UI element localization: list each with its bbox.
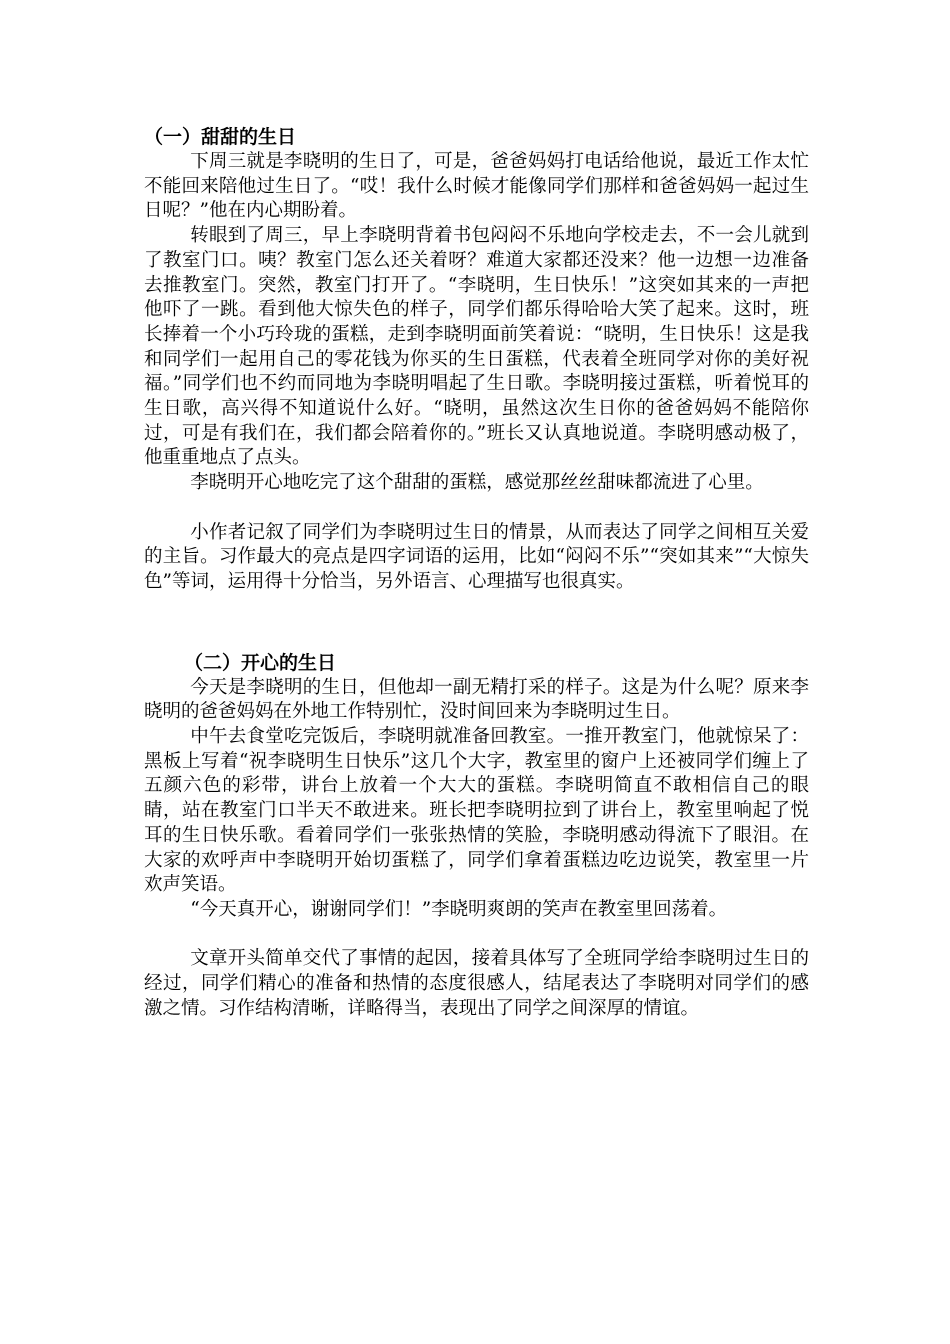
section-1-paragraph-3: 李晓明开心地吃完了这个甜甜的蛋糕，感觉那丝丝甜味都流进了心里。: [190, 472, 764, 494]
essay-section-2: [144, 651, 809, 1022]
essay-section-1: [144, 125, 809, 595]
document-body: [144, 125, 809, 1021]
section-2-comment: 文章开头简单交代了事情的起因，接着具体写了全班同学给李晓明过生日的经过，同学们精心的准备和热情的态度很感人，结尾表达了李晓明对同学们的感激之情。习作结构清晰，详略得当，表现出了同学之间深厚的情谊。: [144, 948, 809, 1019]
spacer: [144, 923, 809, 948]
section-2-paragraph-2: 中午去食堂吃完饭后，李晓明就准备回教室。一推开教室门，他就惊呆了：黑板上写着“祝李晓明生日快乐”这几个大字，教室里的窗户上还被同学们缠上了五颜六色的彩带，讲台上放着一个大大的蛋糕。李晓明简直不敢相信自己的眼睛，站在教室门口半天不敢进来。班长把李晓明拉到了讲台上，教室里响起了悦耳的生日快乐歌。看着同学们一张张热情的笑脸，李晓明感动得流下了眼泪。在大家的欢呼声中李晓明开始切蛋糕了，同学们拿着蛋糕边吃边说笑，教室里一片欢声笑语。: [144, 726, 809, 896]
section-2-paragraph-3: “今天真开心，谢谢同学们！”李晓明爽朗的笑声在教室里回荡着。: [190, 898, 728, 920]
section-2-paragraph-1: 今天是李晓明的生日，但他却一副无精打采的样子。这是为什么呢？原来李晓明的爸爸妈妈在外地工作特别忙，没时间回来为李晓明过生日。: [144, 676, 809, 723]
section-1-paragraph-2: 转眼到了周三，早上李晓明背着书包闷闷不乐地向学校走去，不一会儿就到了教室门口。咦？教室门怎么还关着呀？难道大家都还没来？他一边想一边准备去推教室门。突然，教室门打开了。“李晓明，生日快乐！”这突如其来的一声把他吓了一跳。看到他大惊失色的样子，同学们都乐得哈哈大笑了起来。这时，班长捧着一个小巧玲珑的蛋糕，走到李晓明面前笑着说：“晓明，生日快乐！这是我和同学们一起用自己的零花钱为你买的生日蛋糕，代表着全班同学对你的美好祝福。”同学们也不约而同地为李晓明唱起了生日歌。李晓明接过蛋糕，听着悦耳的生日歌，高兴得不知道说什么好。“晓明，虽然这次生日你的爸爸妈妈不能陪你过，可是有我们在，我们都会陪着你的。”班长又认真地说道。李晓明感动极了，他重重地点了点头。: [144, 225, 809, 469]
section-divider-space: [144, 595, 809, 651]
section-1-title: （一）甜甜的生日: [144, 126, 297, 148]
section-2-title: （二）开心的生日: [184, 651, 337, 674]
spacer: [144, 496, 809, 521]
section-1-paragraph-1: 下周三就是李晓明的生日了，可是，爸爸妈妈打电话给他说，最近工作太忙不能回来陪他过生日了。“哎！我什么时候才能像同学们那样和爸爸妈妈一起过生日呢？”他在内心期盼着。: [144, 151, 809, 222]
section-1-comment: 小作者记叙了同学们为李晓明过生日的情景，从而表达了同学之间相互关爱的主旨。习作最大的亮点是四字词语的运用，比如“闷闷不乐”“突如其来”“大惊失色”等词，运用得十分恰当，另外语言、心理描写也很真实。: [144, 521, 809, 592]
